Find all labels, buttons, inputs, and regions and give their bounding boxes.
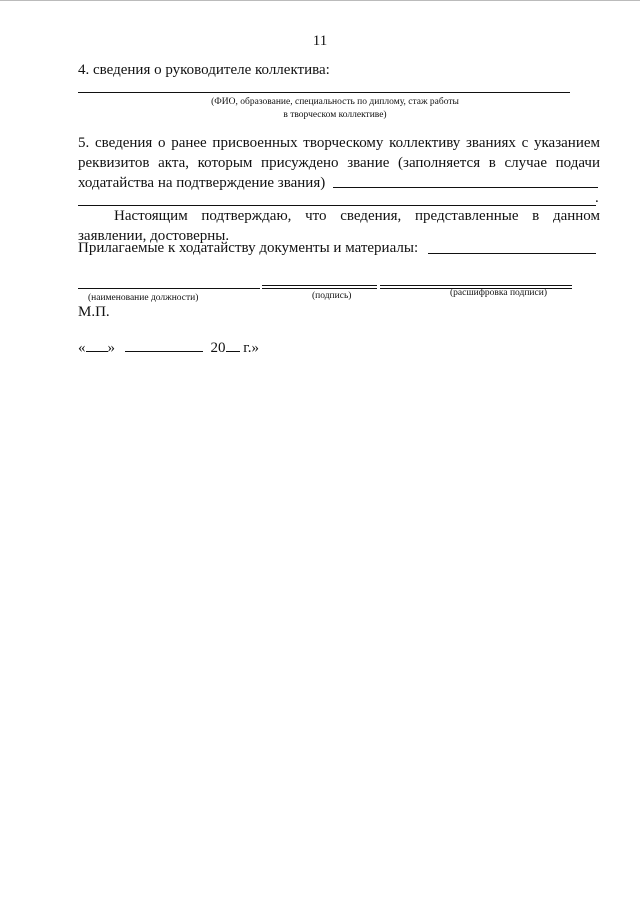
date-year-blank[interactable] bbox=[226, 337, 240, 352]
scan-top-edge bbox=[0, 0, 640, 4]
page-number: 11 bbox=[312, 33, 328, 49]
section4-label: 4. сведения о руководителе коллектива: bbox=[78, 62, 330, 78]
date-year-suffix: г.» bbox=[243, 340, 259, 356]
decoding-upper-line[interactable] bbox=[380, 285, 572, 286]
date-year-prefix: 20 bbox=[210, 340, 226, 356]
confirmation-line1: Настоящим подтверждаю, что сведения, представленные в данном bbox=[114, 208, 600, 224]
attachments-blank[interactable] bbox=[428, 253, 596, 254]
date-day-blank[interactable] bbox=[86, 337, 108, 352]
section5-line2: реквизитов акта, которым присуждено звание (заполняется в случае подачи bbox=[78, 155, 600, 171]
confirmation-line2: заявлении, достоверны. bbox=[78, 228, 230, 244]
decoding-caption: (расшифровка подписи) bbox=[450, 288, 547, 298]
date-open-quote: « bbox=[78, 340, 86, 356]
section5-end-mark: . bbox=[595, 190, 599, 206]
section5-inline-blank[interactable] bbox=[333, 187, 598, 188]
section5-line3: ходатайства на подтверждение звания) bbox=[78, 175, 326, 191]
position-caption: (наименование должности) bbox=[88, 293, 199, 303]
stamp-mark: М.П. bbox=[78, 304, 110, 320]
signature-blank-line[interactable] bbox=[262, 288, 377, 289]
section5-line1: 5. сведения о ранее присвоенных творческому коллективу званиях с указанием bbox=[78, 135, 600, 151]
attachments-label: Прилагаемые к ходатайству документы и материалы: bbox=[78, 240, 419, 256]
position-blank-line[interactable] bbox=[78, 288, 260, 289]
date-month-blank[interactable] bbox=[125, 337, 203, 352]
section4-blank-line[interactable] bbox=[78, 92, 570, 93]
date-line bbox=[78, 337, 259, 358]
section4-caption-line2: в творческом коллективе) bbox=[283, 110, 387, 120]
date-close-quote: » bbox=[107, 340, 115, 356]
signature-caption: (подпись) bbox=[312, 291, 352, 301]
section4-caption-line1: (ФИО, образование, специальность по диплому, стаж работы bbox=[211, 97, 459, 107]
signature-upper-line[interactable] bbox=[262, 285, 377, 286]
